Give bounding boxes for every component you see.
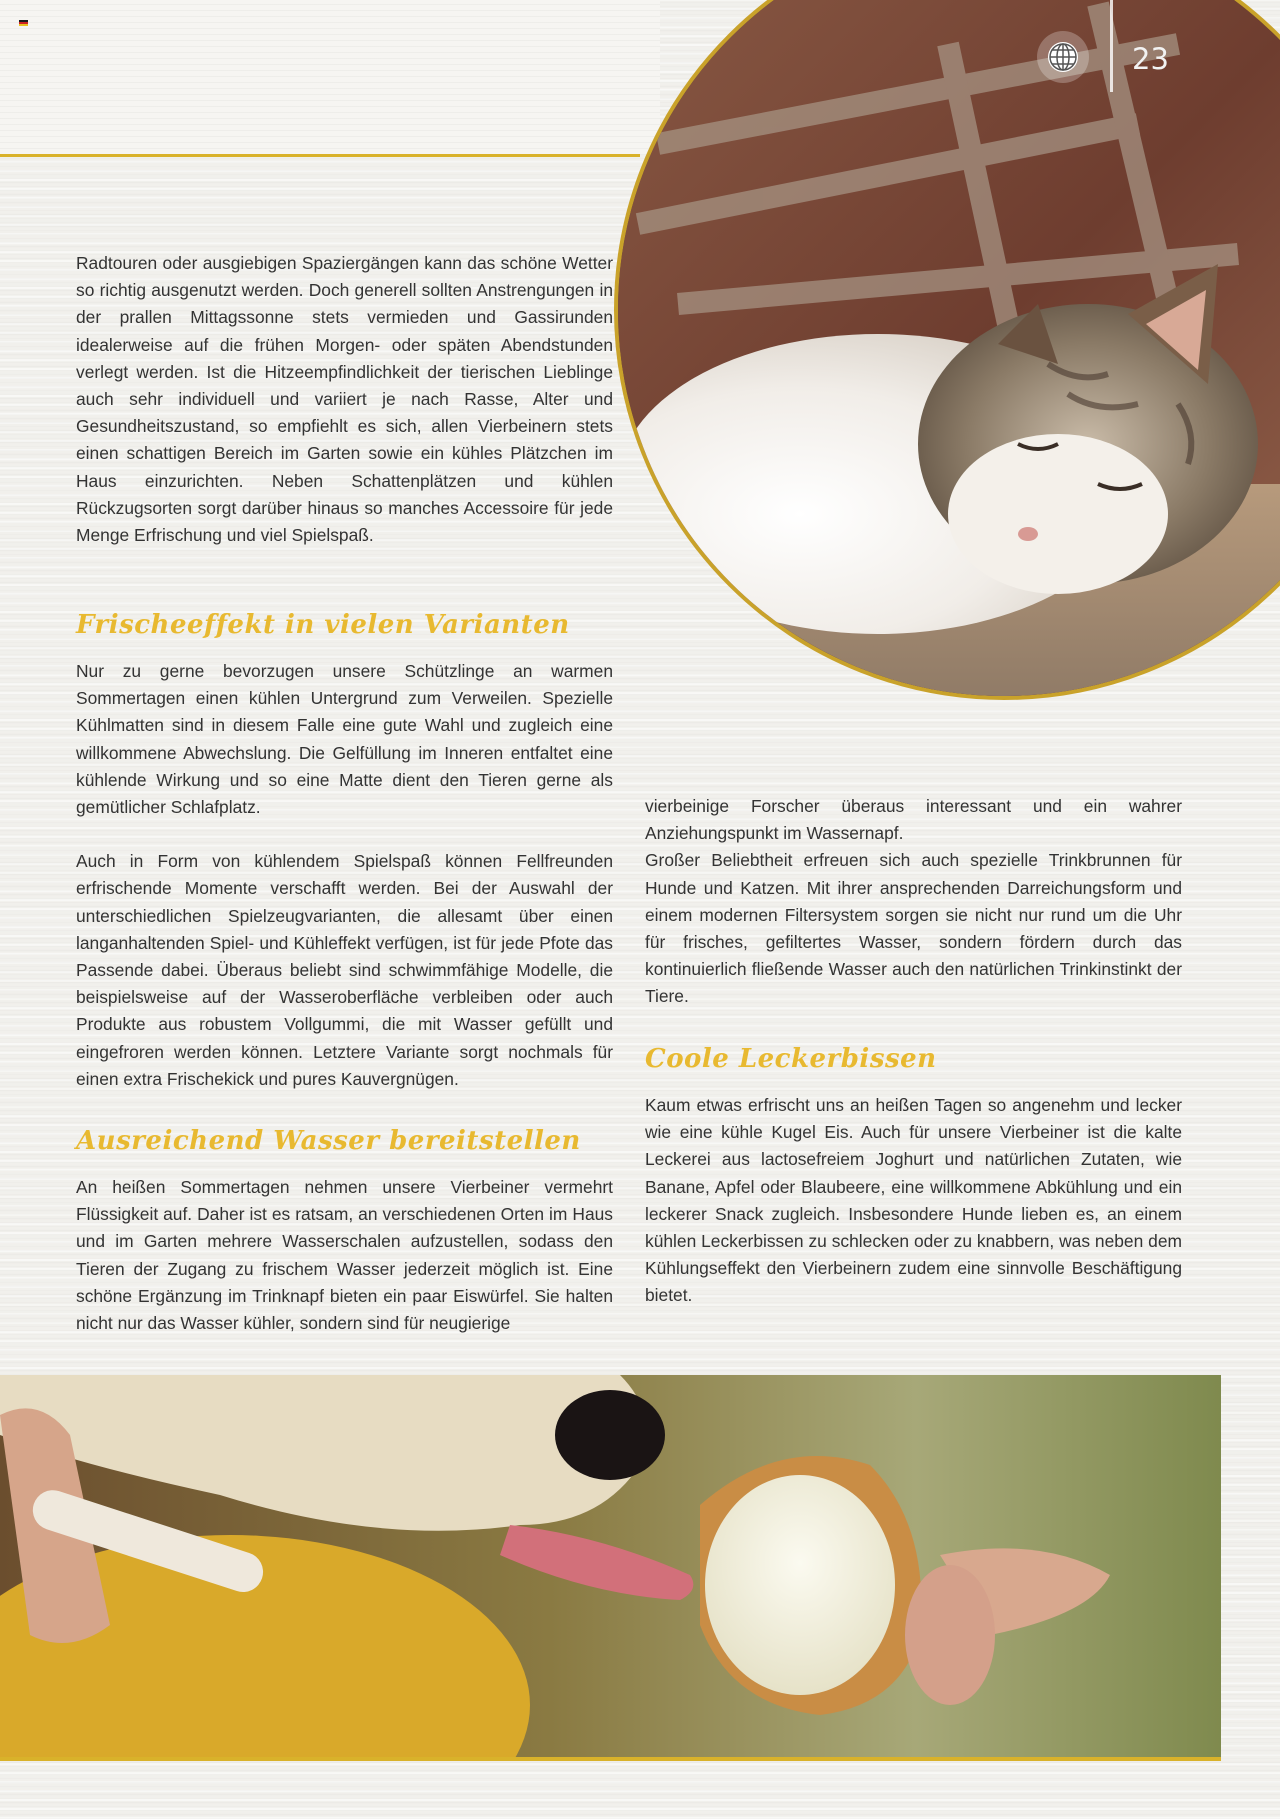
page-number: 23 [1132, 42, 1169, 76]
cat-illustration [618, 0, 1280, 700]
section3-block [645, 1092, 1182, 1310]
section1-paragraph-1: Nur zu gerne bevorzugen unsere Schützlinge an warmen Sommertagen einen kühlen Untergrund zum Verweilen. Spezielle Kühlmatten sind in diesem Falle eine gute Wahl und zugleich eine willkommene Abwechslung. Die Gelfüllung im Inneren entfaltet eine kühlende Wirkung und so eine Matte dient den Tieren gerne als gemütlicher Schlafplatz. [76, 661, 613, 818]
language-flag-icon[interactable] [19, 20, 28, 26]
heading-wasser: Ausreichend Wasser bereitstellen [76, 1126, 581, 1156]
section2-paragraph-1-continued: vierbeinige Forscher überaus interessant und ein wahrer Anziehungspunkt im Wassernapf. [645, 796, 1182, 844]
section3-paragraph-1: Kaum etwas erfrischt uns an heißen Tagen so angenehm und lecker wie eine kühle Kugel Eis. Auch für unsere Vierbeiner ist die kalte Leckerei aus lactosefreiem Joghurt und natürlichen Zutaten, wie Banane, Apfel oder Blaubeere, eine willkommene Abkühlung und ein leckerer Snack zugleich. Insbesondere Hunde lieben es, an einem kühlen Leckerbissen zu schlecken oder zu knabbern, was neben dem Kühlungseffekt den Vierbeinern zudem eine sinnvolle Beschäftigung bietet. [645, 1095, 1182, 1306]
page-number-divider [1110, 0, 1113, 92]
header-band [0, 0, 660, 155]
heading-frischeeffekt: Frischeeffekt in vielen Varianten [76, 610, 570, 640]
footer-gold-rule [0, 1757, 1221, 1761]
section1-block [76, 658, 613, 1093]
globe-button[interactable] [1037, 31, 1089, 83]
dog-illustration [0, 1375, 1221, 1757]
section2-paragraph-1: An heißen Sommertagen nehmen unsere Vierbeiner vermehrt Flüssigkeit auf. Daher ist es ratsam, an verschiedenen Orten im Haus und im Garten mehrere Wasserschalen aufzustellen, sodass den Tieren der Zugang zu frischem Wasser jederzeit möglich ist. Eine schöne Ergänzung im Trinknapf bieten ein paar Eiswürfel. Sie halten nicht nur das Wasser kühler, sondern sind für neugierige [76, 1177, 613, 1334]
section2-right-block [645, 793, 1182, 1011]
globe-icon [1045, 39, 1081, 75]
intro-paragraph: Radtouren oder ausgiebigen Spaziergängen kann das schöne Wetter so richtig ausgenutzt werden. Doch generell sollten Anstrengungen in der prallen Mittagssonne stets vermieden und Gassirunden idealerweise auf die frühen Morgen- oder späten Abendstunden verlegt werden. Ist die Hitzeempfindlichkeit der tierischen Lieblinge auch sehr individuell und variiert je nach Rasse, Alter und Gesundheitszustand, so empfiehlt es sich, allen Vierbeinern stets einen schattigen Bereich im Garten sowie ein kühles Plätzchen im Haus einzurichten. Neben Schattenplätzen und kühlen Rückzugsorten sorgt darüber hinaus so manches Accessoire für jede Menge Erfrischung und viel Spielspaß. [76, 253, 613, 546]
dog-icecream-photo [0, 1375, 1221, 1757]
section2-left-block [76, 1174, 613, 1337]
intro-paragraph-block [76, 250, 613, 549]
header-gold-rule [0, 154, 640, 157]
section2-paragraph-2: Großer Beliebtheit erfreuen sich auch spezielle Trinkbrunnen für Hunde und Katzen. Mit ihrer ansprechenden Darreichungsform und einem modernen Filtersystem sorgen sie nicht nur rund um die Uhr für frisches, gefiltertes Wasser, sondern fördern durch das kontinuierlich fließende Wasser auch den natürlichen Trinkinstinkt der Tiere. [645, 850, 1182, 1007]
sleeping-cat-photo [614, 0, 1280, 700]
section1-paragraph-2: Auch in Form von kühlendem Spielspaß können Fellfreunden erfrischende Momente verschafft werden. Bei der Auswahl der unterschiedlichen Spielzeugvarianten, die allesamt über einen langanhaltenden Spiel- und Kühleffekt verfügen, ist für jede Pfote das Passende dabei. Überaus beliebt sind schwimmfähige Modelle, die beispielsweise auf der Wasseroberfläche verbleiben oder auch Produkte aus robustem Vollgummi, die mit Wasser gefüllt und eingefroren werden können. Letztere Variante sorgt nochmals für einen extra Frischekick und pures Kauvergnügen. [76, 851, 613, 1089]
heading-leckerbissen: Coole Leckerbissen [645, 1044, 937, 1074]
